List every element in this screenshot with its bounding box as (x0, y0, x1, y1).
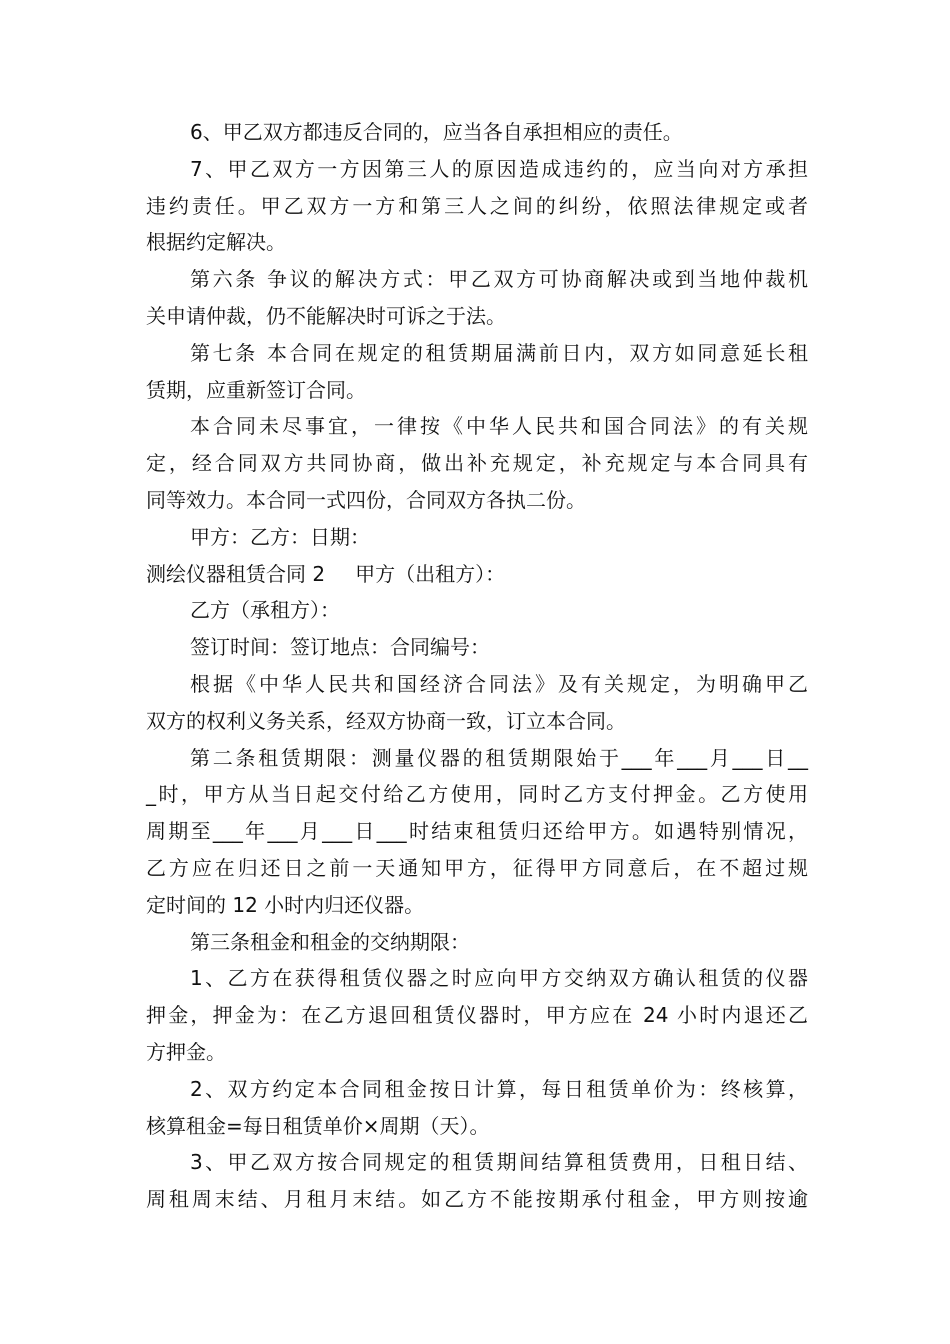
text-line: 第六条 争议的解决方式：甲乙双方可协商解决或到当地仲裁机 (190, 267, 808, 292)
text-line: 6、甲乙双方都违反合同的，应当各自承担相应的责任。 (190, 120, 683, 144)
text-line: 双方的权利义务关系，经双方协商一致，订立本合同。 (146, 708, 626, 733)
text-line: 7、甲乙双方一方因第三人的原因造成违约的，应当向对方承担 (190, 156, 808, 181)
text-line: 押金，押金为：在乙方退回租赁仪器时，甲方应在 24 小时内退还乙 (146, 1003, 808, 1028)
text-line: 同等效力。本合同一式四份，合同双方各执二份。 (146, 487, 586, 512)
contract-title-line (146, 556, 808, 593)
text-line: _时，甲方从当日起交付给乙方使用，同时乙方支付押金。乙方使用 (146, 782, 808, 807)
text-line: 3、甲乙双方按合同规定的租赁期间结算租赁费用，日租日结、 (190, 1150, 808, 1175)
text-line: 核算租金=每日租赁单价×周期（天）。 (146, 1113, 490, 1138)
text-line: 方押金。 (146, 1039, 226, 1064)
signature-line: 甲方：乙方：日期： (190, 524, 370, 549)
text-line: 根据约定解决。 (146, 230, 286, 255)
text-line: 违约责任。甲乙双方一方和第三人之间的纠纷，依照法律规定或者 (146, 193, 808, 218)
text-line: 乙方应在归还日之前一天通知甲方，征得甲方同意后，在不超过规 (146, 855, 808, 880)
text-line: 根据《中华人民共和国经济合同法》及有关规定，为明确甲乙 (190, 671, 808, 696)
text-line: 周期至___年___月___日___时结束租赁归还给甲方。如遇特别情况， (146, 819, 808, 844)
text-line: 本合同未尽事宜，一律按《中华人民共和国合同法》的有关规 (190, 414, 808, 439)
text-line: 第三条租金和租金的交纳期限： (190, 929, 470, 954)
party-a-label: 甲方（出租方）： (355, 561, 506, 586)
text-line: 1、乙方在获得租赁仪器之时应向甲方交纳双方确认租赁的仪器 (190, 966, 808, 991)
signing-info-line: 签订时间：签订地点：合同编号： (190, 635, 490, 660)
text-line: 定，经合同双方共同协商，做出补充规定，补充规定与本合同具有 (146, 451, 808, 476)
contract-title: 测绘仪器租赁合同 2 (146, 561, 326, 586)
text-line: 定时间的 12 小时内归还仪器。 (146, 892, 425, 917)
text-line: 2、双方约定本合同租金按日计算，每日租赁单价为：终核算， (190, 1076, 808, 1101)
party-b-line: 乙方（承租方）： (190, 598, 340, 623)
document-body (146, 114, 808, 1218)
text-line: 关申请仲裁，仍不能解决时可诉之于法。 (146, 303, 506, 328)
text-line: 第七条 本合同在规定的租赁期届满前日内，双方如同意延长租 (190, 340, 808, 365)
text-line: 赁期，应重新签订合同。 (146, 377, 366, 402)
text-line: 第二条租赁期限：测量仪器的租赁期限始于___年___月___日__ (190, 745, 808, 770)
text-line: 周租周末结、月租月末结。如乙方不能按期承付租金，甲方则按逾 (146, 1187, 808, 1212)
